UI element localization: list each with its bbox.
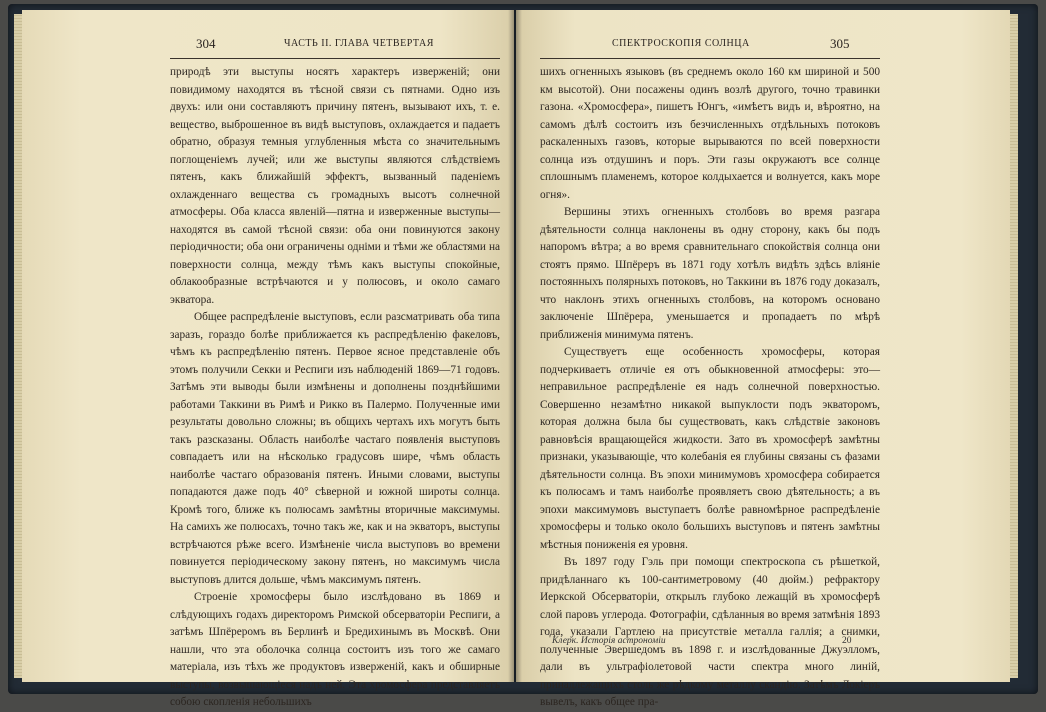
paragraph: шихъ огненныхъ языковъ (въ среднемъ около 160 км шириной и 500 км высотой). Они посажены одинъ возлѣ другого, точно травинки газона. «Хромосфера», пишетъ Юнгъ, «имѣетъ видъ и, вѣроятно, на самомъ дѣлѣ состоитъ изъ безчисленныхъ отдѣльныхъ потоковъ раскаленныхъ газовъ, которые вырываются по всей поверхности солнца изъ отдушинъ и поръ. Эти газы окружаютъ все солнце сплошнымъ пламенемъ, которое колдыхается и волнуется, какъ море огня».: [540, 66, 880, 201]
paragraph: Существуетъ еще особенность хромосферы, которая подчеркиваетъ отличіе ея отъ обыкновенной атмосферы: это—неправильное распредѣленіе ея надъ солнечной поверхностью. Совершенно незамѣтно никакой выпуклости подъ экваторомъ, которая должна была бы существовать, какъ слѣдствіе законовъ равновѣсія вращающейся жидкости. Зато въ хромосферѣ замѣтны признаки, указывающіе, что колебанія ея глубины связаны съ фазами дѣятельности солнца. Въ эпохи минимумовъ хромосфера собирается къ полюсамъ и тамъ наиболѣе проявляетъ свою дѣятельность; а въ эпохи максимумовъ выступаетъ болѣе равномѣрное распредѣленіе хромосферы и только около большихъ выступовъ и пятенъ замѣтны мѣстныя пониженія ея уровня.: [540, 346, 880, 551]
footer-title: Клерк. Исторія астрономіи: [552, 636, 666, 646]
paragraph: Общее распредѣленіе выступовъ, если разсматривать оба типа заразъ, гораздо болѣе приближается къ распредѣленію факеловъ, чѣмъ къ распредѣленію пятенъ. Первое ясное представленіе объ этомъ получили Секки и Респиги изъ наблюденій 1869—71 годовъ. Затѣмъ эти выводы были измѣнены и дополнены позднѣйшими работами Таккини въ Римѣ и Рикко въ Палермо. Полученные ими результаты довольно сложны; въ общихъ чертахъ ихъ могутъ быть такъ разсказаны. Область наиболѣе частаго появленія выступовъ совпадаетъ или на нѣсколько градусовъ шире, чѣмъ область наиболѣе частаго образованія пятенъ. Иными словами, выступы попадаются даже подъ 40° сѣверной и южной широты солнца. Кромѣ того, ближе къ полюсамъ замѣтны вторичные максимумы. На самихъ же полюсахъ, точно такъ же, как и на экваторъ, выступы встрѣчаются рѣже всего. Измѣненіе числа выступовъ во времени повинуется періодическому закону пятенъ, но максимумъ числа выступовъ длится дольше, чѣмъ максимумъ пятенъ.: [170, 311, 500, 586]
right-page: [516, 10, 1010, 708]
right-header: [516, 36, 1010, 54]
left-running-head: ЧАСТЬ II. ГЛАВА ЧЕТВЕРТАЯ: [284, 38, 434, 49]
book-spine-shadow: [508, 10, 522, 682]
right-body-text: [540, 64, 880, 712]
left-page: [22, 10, 514, 708]
left-header-rule: [170, 58, 500, 59]
paragraph: Вершины этихъ огненныхъ столбовъ во время разгара дѣятельности солнца наклонены въ одну сторону, какъ бы подъ напоромъ вѣтра; а во время сравнительнаго спокойствія солнца они стоятъ прямо. Шпёреръ въ 1871 году хотѣлъ видѣть здѣсь вліяніе постоянныхъ полярныхъ потоковъ, но Таккини въ 1876 году доказалъ, что наклонъ этихъ огненныхъ столбовъ, на которомъ основано заключеніе Шпёрера, уменьшается и пропадаетъ по мѣрѣ приближенія минимума пятенъ.: [540, 206, 880, 341]
right-page-number: 305: [830, 36, 850, 51]
right-header-rule: [540, 58, 880, 59]
paragraph: Строеніе хромосферы было изслѣдовано въ 1869 и слѣдующихъ годахъ директоромъ Римской обсерваторіи Респиги, а затѣмъ Шпёреромъ въ Берлинѣ и Бредихинымъ въ Москвѣ. Они нашли, что эта оболочка солнца состоитъ изъ того же самаго матеріала, изъ тѣхъ же продуктовъ изверженій, какъ и обширные выступы, возвышающіеся надъ ней. Эта хромосфера представляетъ собою скопленія небольшихъ: [170, 591, 500, 708]
left-page-number: 304: [196, 36, 216, 51]
paragraph: природѣ эти выступы носятъ характеръ изверженій; они повидимому находятся въ тѣсной связи съ пятнами. Одно изъ двухъ: или они составляютъ причину пятенъ, вызывают ихъ, т. е. вещество, выброшенное въ видѣ выступовъ, охлаждается и падаетъ обратно, образуя темныя углубленныя мѣста со значительнымъ поглощеніемъ лучей; или же выступы являются слѣдствіемъ пятенъ, какъ ближайшій эффектъ, вызванный паденіемъ охлажденнаго вещества съ громадныхъ высотъ солнечной атмосферы. Оба класса явленій—пятна и изверженные выступы—находятся въ самой тѣсной связи: оба они повинуются закону періодичности; оба они ограничены одніми и тѣми же областями на поверхности солнца, между тѣмъ какъ выступы спокойные, облакообразные встрѣчаются и у полюсовъ, и около самаго экватора.: [170, 66, 500, 306]
page-edges-left: [14, 14, 22, 678]
right-running-head: СПЕКТРОСКОПІЯ СОЛНЦА: [612, 38, 750, 49]
left-body-text: [170, 64, 500, 712]
signature-mark: 20: [842, 636, 852, 646]
left-header: [22, 36, 514, 54]
paragraph: Въ 1897 году Гэль при помощи спектроскопа съ рѣшеткой, придѣланнаго къ 100-сантиметровому (40 дюйм.) рефрактору Иеркской Обсерваторіи, открылъ глубоко лежащій въ хромосферѣ слой паровъ углерода. Фотографіи, сдѣланныя во время затмѣнія 1893 года, указали Гартлею на присутствіе металла галлія; а снимки, полученные Эвершедомъ въ 1898 г. и изслѣдованные Джуэлломъ, дали въ ультрафіолетовой части спектра много линій, принадлежащихъ столь же рѣдкому металлу скандію. Затѣмъ Локіеръ вывелъ, какъ общее пра-: [540, 556, 880, 708]
page-edges-right: [1010, 14, 1018, 678]
